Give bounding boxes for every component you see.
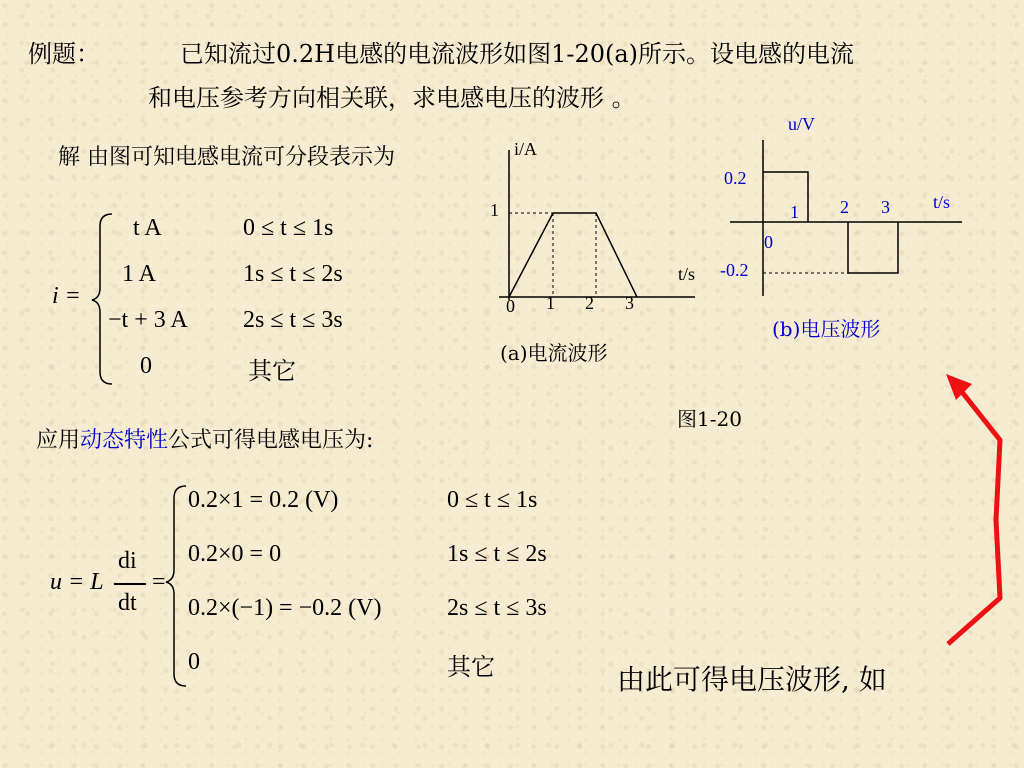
current-case-3-cond: 2s ≤ t ≤ 3s <box>243 307 343 333</box>
graph-a-xtick-1: 1 <box>546 293 555 313</box>
current-lhs: i = <box>52 283 81 309</box>
current-case-1-expr: t A <box>133 215 162 241</box>
voltage-case-2-expr: 0.2×0 = 0 <box>188 541 282 567</box>
example-label: 例题： <box>28 40 100 68</box>
graph-b-xlabel: t/s <box>933 192 951 212</box>
graph-a-xtick-3: 3 <box>625 293 634 313</box>
current-case-3-expr: −t + 3 A <box>108 307 188 333</box>
graph-a-xtick-2: 2 <box>585 293 594 313</box>
apply-prefix: 应用 <box>36 428 81 453</box>
voltage-case-1-expr: 0.2×1 = 0.2 (V) <box>188 487 339 513</box>
voltage-lhs-num: di <box>118 548 137 574</box>
voltage-case-4-expr: 0 <box>188 649 200 675</box>
current-case-4-expr: 0 <box>140 353 152 379</box>
conclusion-text: 由此可得电压波形, 如 <box>617 663 887 696</box>
graph-a-xlabel: t/s <box>678 264 696 284</box>
solution-intro: 解 由图可知电感电流可分段表示为 <box>58 145 395 170</box>
red-arrow-shaft <box>948 392 1000 644</box>
voltage-case-1-cond: 0 ≤ t ≤ 1s <box>447 487 538 513</box>
figure-label: 图1-20 <box>677 407 742 431</box>
voltage-case-3-cond: 2s ≤ t ≤ 3s <box>447 595 547 621</box>
apply-highlight: 动态特性 <box>80 428 169 453</box>
voltage-case-4-cond: 其它 <box>447 653 495 681</box>
graph-b-ylabel: u/V <box>788 114 815 134</box>
graph-a-ylabel: i/A <box>514 139 538 159</box>
problem-line-1: 已知流过0.2H电感的电流波形如图1-20(a)所示。设电感的电流 <box>180 40 855 68</box>
voltage-case-3-expr: 0.2×(−1) = −0.2 (V) <box>188 595 382 621</box>
graph-a-ytick: 1 <box>490 200 499 220</box>
graph-a-caption: (a)电流波形 <box>500 341 608 365</box>
graph-b-ytick-neg: -0.2 <box>720 260 749 280</box>
graph-b-xtick-1: 1 <box>790 202 799 222</box>
graph-b-caption: (b)电压波形 <box>772 317 881 341</box>
graph-b-xtick-3: 3 <box>881 197 890 217</box>
problem-line-2: 和电压参考方向相关联，求电感电压的波形 。 <box>148 84 636 112</box>
voltage-lhs-den: dt <box>118 590 137 616</box>
current-case-4-cond: 其它 <box>248 357 296 385</box>
voltage-lhs-eq: = <box>152 569 166 595</box>
voltage-lhs-u: u = L <box>50 569 104 595</box>
current-case-2-cond: 1s ≤ t ≤ 2s <box>243 261 343 287</box>
voltage-case-2-cond: 1s ≤ t ≤ 2s <box>447 541 547 567</box>
graph-b-ytick-pos: 0.2 <box>724 168 747 188</box>
current-case-1-cond: 0 ≤ t ≤ 1s <box>243 215 334 241</box>
current-case-2-expr: 1 A <box>122 261 157 287</box>
apply-suffix: 公式可得电感电压为: <box>168 428 374 453</box>
graph-a-xtick-0: 0 <box>506 296 515 316</box>
graph-b-xtick-2: 2 <box>840 197 849 217</box>
graph-b-xtick-0: 0 <box>764 232 773 252</box>
